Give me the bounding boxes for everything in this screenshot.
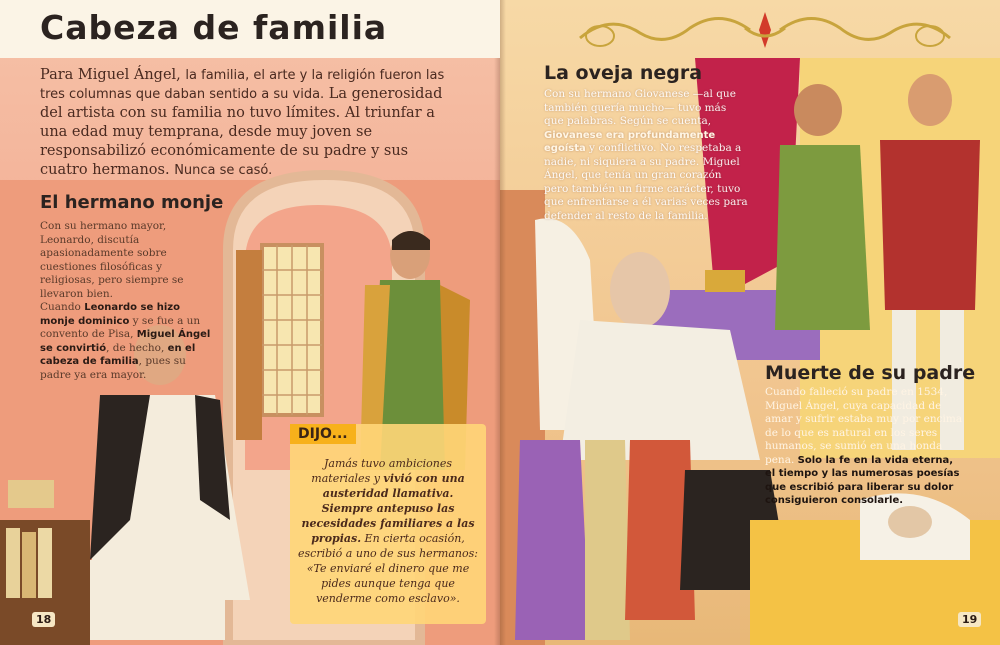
bs-c: y conflictivo. No respetaba a nadie, ni siquiera a su padre. Miguel Ángel, que tenía un gran corazón pero también un firme carácter, tuvo que enfrentarse a él varias veces para defender al resto de la familia. xyxy=(544,142,748,222)
fd-b: Solo la fe en la vida eterna, el tiempo y las numerosas poesías que escribió para liberar su dolor consiguieron consolarle. xyxy=(765,454,960,506)
quote-box xyxy=(290,424,486,624)
intro-body: La generosidad del artista con su familia no tuvo límites. Al triunfar a una edad muy temprana, desde muy joven se responsabilizó económicamente de su padre y sus cuatro hermanos. xyxy=(40,86,443,178)
father-death-text xyxy=(765,386,965,508)
black-sheep-text xyxy=(544,88,749,223)
bm-p2c: y se fue a un convento de Pisa, xyxy=(40,314,201,340)
intro-never-married: Nunca se casó. xyxy=(174,163,273,178)
intro-highlight: la familia, el arte y la religión fueron las tres columnas que daban sentido a su vida. xyxy=(40,68,445,102)
brother-monk-p2 xyxy=(40,301,212,382)
gold-scroll-ornament-icon xyxy=(570,8,960,52)
heading-father-death: Muerte de su padre xyxy=(765,362,976,384)
bm-p2f: en el cabeza de familia xyxy=(40,342,196,367)
right-page xyxy=(500,0,1000,645)
fd-a: Cuando falleció su padre en 1534, Miguel Ángel, cuya capacidad de amar y sufrir estaba muy por encima de lo que es natural en los seres humanos, se sumió en una honda pena. xyxy=(765,386,963,466)
intro-paragraph xyxy=(40,66,450,180)
heading-brother-monk: El hermano monje xyxy=(40,192,224,213)
brother-monk-text xyxy=(40,220,212,382)
quote-label: DIJO... xyxy=(290,424,356,444)
book-gutter xyxy=(494,0,506,645)
bm-p2b: Leonardo se hizo monje dominico xyxy=(40,302,180,327)
bs-a: Con su hermano Giovanese —al que también quería mucho— tuvo más que palabras. Según se cuenta, xyxy=(544,88,736,127)
brother-monk-p1: Con su hermano mayor, Leonardo, discutía apasionadamente sobre cuestiones filosóficas y religiosas, pero siempre se llevaron bien. xyxy=(40,220,184,300)
bs-b: Giovanese era profundamente egoísta xyxy=(544,129,716,154)
quote-b: vivió con una austeridad llamativa. Siempre antepuso las necesidades familiares a las propias. xyxy=(301,472,475,545)
bm-p2d: Miguel Ángel se convirtió xyxy=(40,329,211,354)
page-number-right: 19 xyxy=(958,612,981,627)
bm-p2g: , pues su padre ya era mayor. xyxy=(40,355,186,381)
spread-title: Cabeza de familia xyxy=(40,8,388,47)
bm-p2e: , de hecho, xyxy=(106,341,168,354)
bm-p2a: Cuando xyxy=(40,301,85,313)
page-number-left: 18 xyxy=(32,612,55,627)
heading-black-sheep: La oveja negra xyxy=(544,62,703,84)
intro-lead: Para Miguel Ángel, xyxy=(40,67,186,83)
quote-a: Jamás tuvo ambiciones materiales y xyxy=(311,457,453,485)
quote-c: En cierta ocasión, escribió a uno de sus hermanos: «Te enviaré el dinero que me pides aunque tenga que venderme como esclavo». xyxy=(298,532,478,605)
quote-text xyxy=(298,456,478,606)
